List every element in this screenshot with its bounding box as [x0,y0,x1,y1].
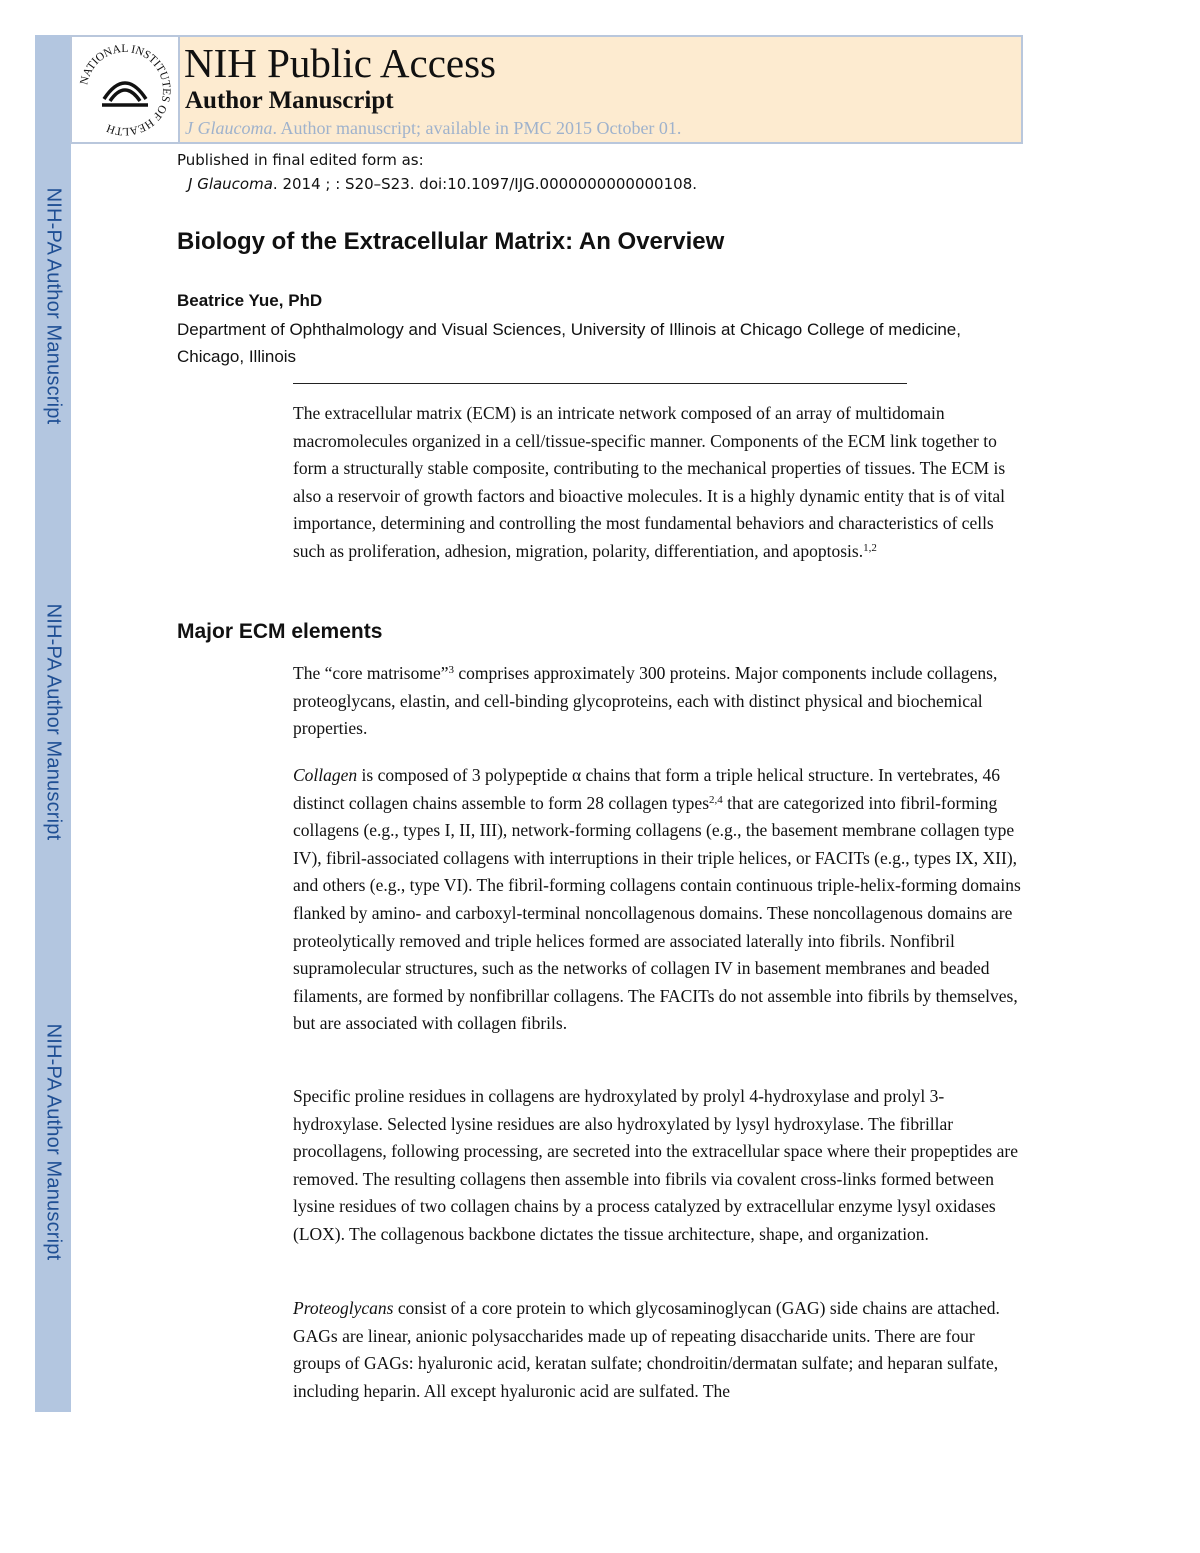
author-name: Beatrice Yue, PhD [177,291,323,310]
paragraph-matrisome [293,660,1024,743]
header-availability: . Author manuscript; available in PMC 2015 October 01. [272,118,682,138]
author-affiliation: Department of Ophthalmology and Visual Sciences, University of Illinois at Chicago College of medicine, Chicago, Illinois [177,320,961,366]
article-title: Biology of the Extracellular Matrix: An Overview [177,228,725,255]
reference-superscript: 2,4 [709,793,723,806]
nih-logo [72,37,180,142]
paragraph-text: The “core matrisome” [293,663,449,683]
term-collagen: Collagen [293,765,358,785]
term-proteoglycans: Proteoglycans [293,1298,394,1318]
divider [293,383,907,384]
header-subtitle: Author Manuscript [185,87,394,114]
header-citation [185,118,681,139]
reference-superscript: 3 [448,664,454,676]
publication-citation [188,175,697,193]
reference-superscript: 1,2 [863,541,877,554]
logo-emblem [102,83,148,105]
citation-details: . 2014 ; : S20–S23. doi:10.1097/IJG.0000000000000108. [272,175,698,193]
nih-logo-icon [74,39,176,141]
paragraph-proteoglycans [293,1295,1024,1405]
citation-journal: J Glaucoma [188,175,273,193]
header-journal: J Glaucoma [185,118,273,138]
published-line: Published in final edited form as: [177,151,424,169]
paragraph-text: comprises approximately 300 proteins. Major components include collagens, proteoglycans, elastin, and cell-binding glycoproteins, each with distinct physical and biochemical properties. [293,663,998,739]
logo-text: NATIONAL INSTITUTES OF HEALTH [78,42,173,138]
section-heading: Major ECM elements [177,620,383,643]
paragraph-text: consist of a core protein to which glycosaminoglycan (GAG) side chains are attached. GAGs are linear, anionic polysaccharides made up of repeating disaccharide units. There are four groups of GAGs: hyaluronic acid, keratan sulfate; chondroitin/dermatan sulfate; and heparan sulfate, including heparin. All except hyaluronic acid are sulfated. The [293,1298,1000,1401]
header-banner [70,35,1023,144]
paragraph-text: that are categorized into fibril-forming collagens (e.g., types I, II, III), network-forming collagens (e.g., the basement membrane collagen type IV), fibril-associated collagens with interruptions in their triple helices, or FACITs (e.g., types IX, XII), and others (e.g., type VI). The fibril-forming collagens contain continuous triple-helix-forming domains flanked by amino- and carboxyl-terminal noncollagenous domains. These noncollagenous domains are proteolytically removed and triple helices formed are associated laterally into fibrils. Nonfibril supramolecular structures, such as the networks of collagen IV in basement membranes and beaded filaments, are formed by nonfibrillar collagens. The FACITs do not assemble into fibrils by themselves, but are associated with collagen fibrils. [293,792,1021,1034]
header-title: NIH Public Access [184,40,497,86]
paragraph-hydroxylation: Specific proline residues in collagens are hydroxylated by prolyl 4-hydroxylase and prolyl 3-hydroxylase. Selected lysine residues are also hydroxylated by lysyl hydroxylase. The fibrillar procollagens, following processing, are secreted into the extracellular space where their propeptides are removed. The resulting collagens then assemble into fibrils via covalent cross-links formed between lysine residues of two collagen chains by a process catalyzed by extracellular enzyme lysyl oxidases (LOX). The collagenous backbone dictates the tissue architecture, shape, and organization. [293,1086,1018,1244]
paragraph-text: is composed of 3 polypeptide α chains that form a triple helical structure. In vertebrates, 46 distinct collagen chains assemble to form 28 collagen types [293,765,1001,813]
abstract [293,400,1024,566]
abstract-text: The extracellular matrix (ECM) is an intricate network composed of an array of multidomain macromolecules organized in a cell/tissue-specific manner. Components of the ECM link together to form a structurally stable composite, contributing to the mechanical properties of tissues. The ECM is also a reservoir of growth factors and bioactive molecules. It is a highly dynamic entity that is of vital importance, determining and controlling the most fundamental behaviors and characteristics of cells such as proliferation, adhesion, migration, polarity, differentiation, and apoptosis. [293,403,1006,561]
paragraph-collagen [293,762,1024,1038]
